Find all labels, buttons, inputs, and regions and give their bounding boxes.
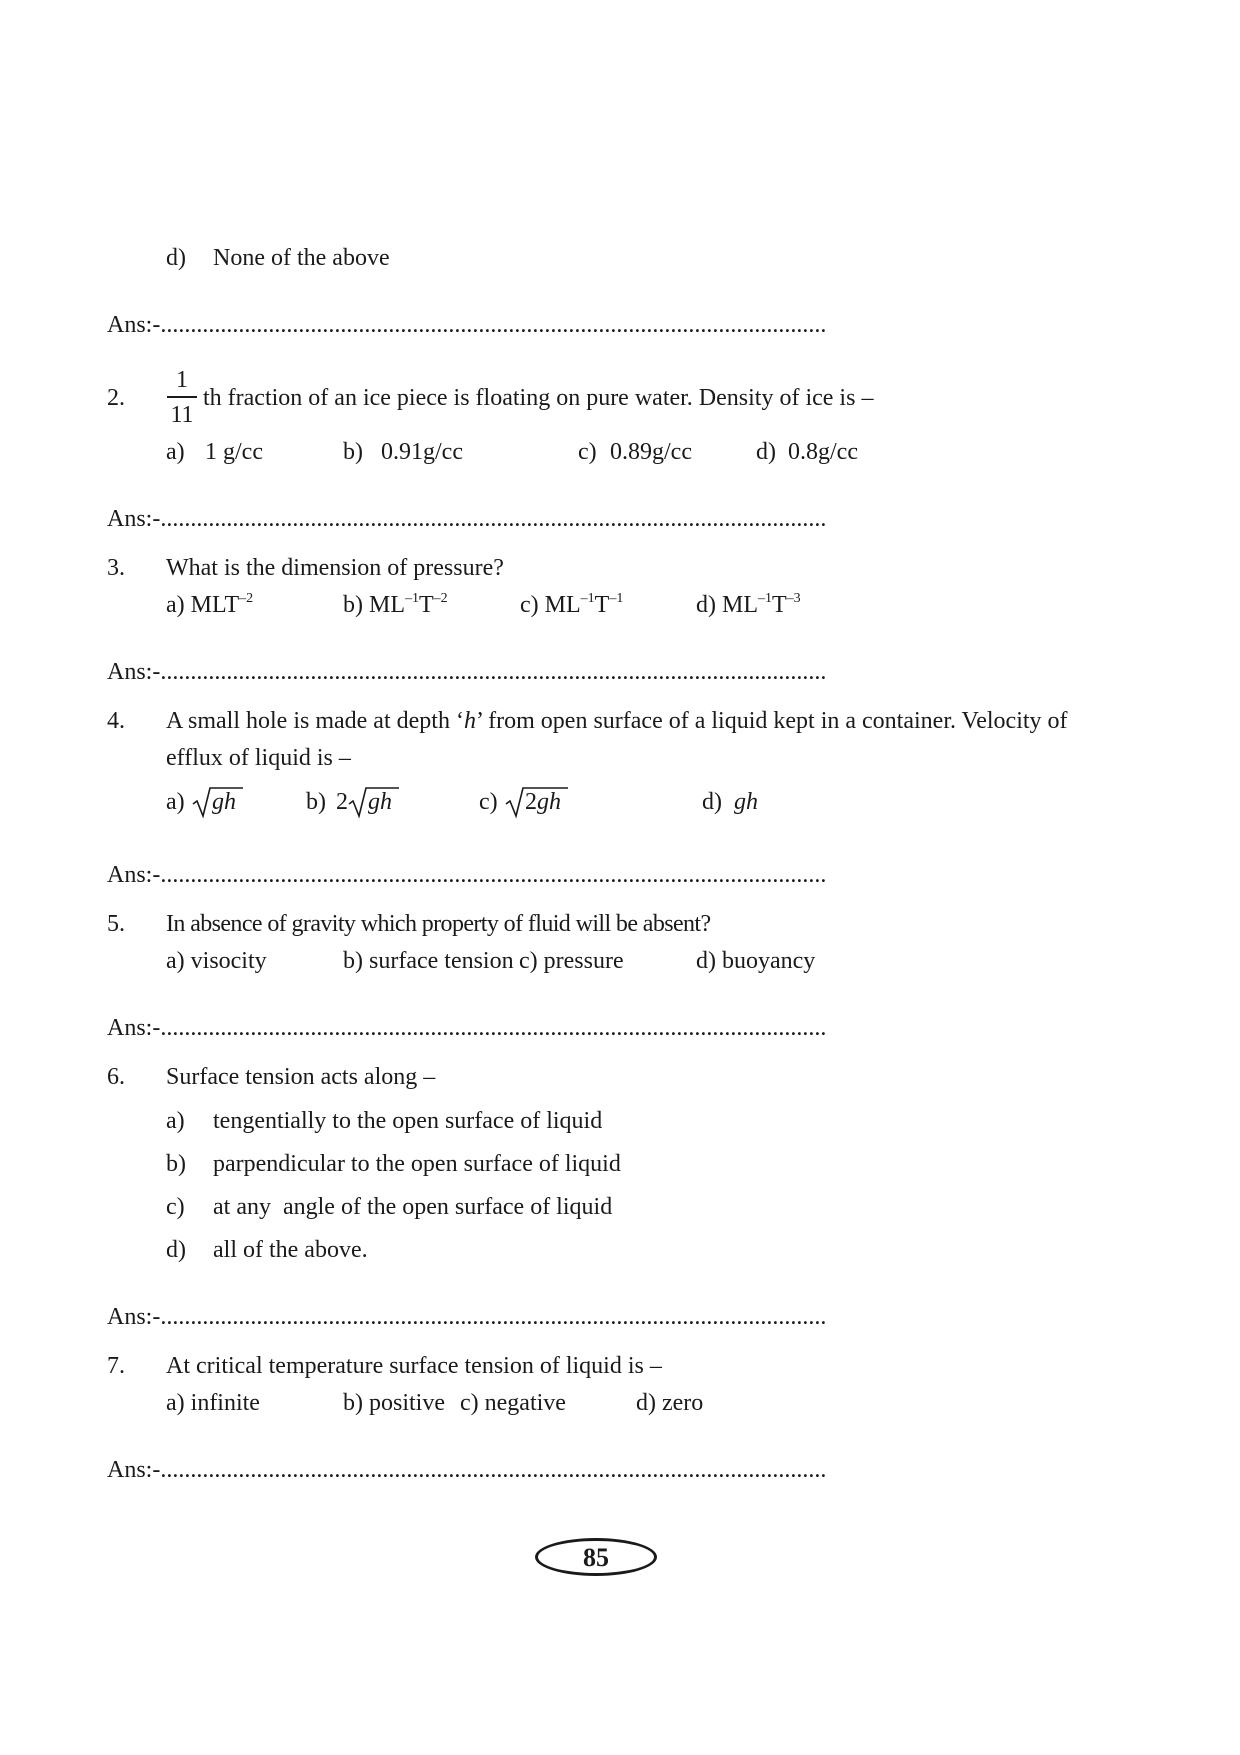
- q4-option-a-label: a): [166, 789, 185, 815]
- q7-option-b: b) positive: [343, 1390, 445, 1416]
- q2-option-a-text: 1 g/cc: [205, 439, 263, 465]
- q7-number: 7.: [107, 1353, 125, 1379]
- q1-option-d-text: None of the above: [213, 245, 390, 271]
- q3-option-a: a) $MLT^{-2}$: [166, 591, 254, 618]
- q6-stem: Surface tension acts along –: [166, 1064, 436, 1090]
- q1-option-d-label: d): [166, 245, 186, 271]
- q5-stem: In absence of gravity which property of fluid will be absent?: [166, 911, 711, 937]
- q5-option-c: c) pressure: [519, 948, 624, 974]
- q4-option-c-label: c): [479, 789, 498, 815]
- q2-option-d-text: 0.8g/cc: [788, 439, 858, 465]
- q4-number: 4.: [107, 708, 125, 734]
- answer-line-q3: Ans:-...............................................................................................................: [107, 659, 827, 685]
- q6-option-a-label: a): [166, 1108, 185, 1134]
- q3-stem: What is the dimension of pressure?: [166, 555, 504, 581]
- q2-option-a-label: a): [166, 439, 185, 465]
- q6-option-b-label: b): [166, 1151, 186, 1177]
- answer-line-q1: Ans:-...............................................................................................................: [107, 312, 827, 338]
- answer-line-q6: Ans:-...............................................................................................................: [107, 1304, 827, 1330]
- answer-line-q4: Ans:-...............................................................................................................: [107, 862, 827, 888]
- q3-number: 3.: [107, 555, 125, 581]
- q6-option-a-text: tengentially to the open surface of liquid: [213, 1108, 603, 1134]
- q7-stem: At critical temperature surface tension of liquid is –: [166, 1353, 662, 1379]
- answer-line-q2: Ans:-...............................................................................................................: [107, 506, 827, 532]
- q4-option-d-label: d): [702, 789, 722, 815]
- q4-option-d-text: gh: [734, 789, 758, 815]
- q6-option-c-label: c): [166, 1194, 185, 1220]
- sqrt-symbol-icon: [506, 784, 568, 818]
- q2-option-c-label: c): [578, 439, 597, 465]
- q5-option-a: a) visocity: [166, 948, 267, 974]
- q4-option-c-root: 2gh: [506, 790, 561, 814]
- q4-option-b-label: b): [306, 789, 326, 815]
- q3-option-b: b) $ML^{-1}T^{-2}$: [343, 591, 448, 618]
- answer-line-q7: Ans:-...............................................................................................................: [107, 1457, 827, 1483]
- q6-option-b-text: parpendicular to the open surface of liquid: [213, 1151, 621, 1177]
- q5-number: 5.: [107, 911, 125, 937]
- q2-fraction-bar: [167, 396, 197, 398]
- q2-stem: th fraction of an ice piece is floating on pure water. Density of ice is –: [203, 385, 874, 411]
- q7-option-c: c) negative: [460, 1390, 566, 1416]
- q4-option-b-coef: 2: [336, 789, 348, 815]
- q2-option-b-text: 0.91g/cc: [381, 439, 463, 465]
- q2-option-b-label: b): [343, 439, 363, 465]
- q4-stem-line2: efflux of liquid is –: [166, 745, 351, 771]
- page-number-badge: 85: [535, 1538, 657, 1576]
- q5-option-d: d) buoyancy: [696, 948, 816, 974]
- q3-option-d: d) $ML^{-1}T^{-3}$: [696, 591, 801, 618]
- q4-stem-line1: A small hole is made at depth ‘h’ from open surface of a liquid kept in a container. Velocity of: [166, 708, 1068, 734]
- q2-option-c-text: 0.89g/cc: [610, 439, 692, 465]
- q3-option-c: c) $ML^{-1}T^{-1}$: [520, 591, 624, 618]
- q2-fraction-denominator: 11: [170, 402, 194, 428]
- sqrt-symbol-icon: [349, 784, 399, 818]
- q2-fraction-numerator: 1: [176, 367, 188, 393]
- q7-option-d: d) zero: [636, 1390, 704, 1416]
- q4-option-b-root: gh: [349, 790, 392, 814]
- q2-number: 2.: [107, 385, 125, 411]
- q4-option-a-root: gh: [193, 790, 236, 814]
- sqrt-symbol-icon: [193, 784, 243, 818]
- q7-option-a: a) infinite: [166, 1390, 260, 1416]
- q2-option-d-label: d): [756, 439, 776, 465]
- q6-option-d-text: all of the above.: [213, 1237, 368, 1263]
- q6-option-d-label: d): [166, 1237, 186, 1263]
- q5-option-b: b) surface tension: [343, 948, 514, 974]
- answer-line-q5: Ans:-...............................................................................................................: [107, 1015, 827, 1041]
- q6-number: 6.: [107, 1064, 125, 1090]
- q6-option-c-text: at any angle of the open surface of liquid: [213, 1194, 613, 1220]
